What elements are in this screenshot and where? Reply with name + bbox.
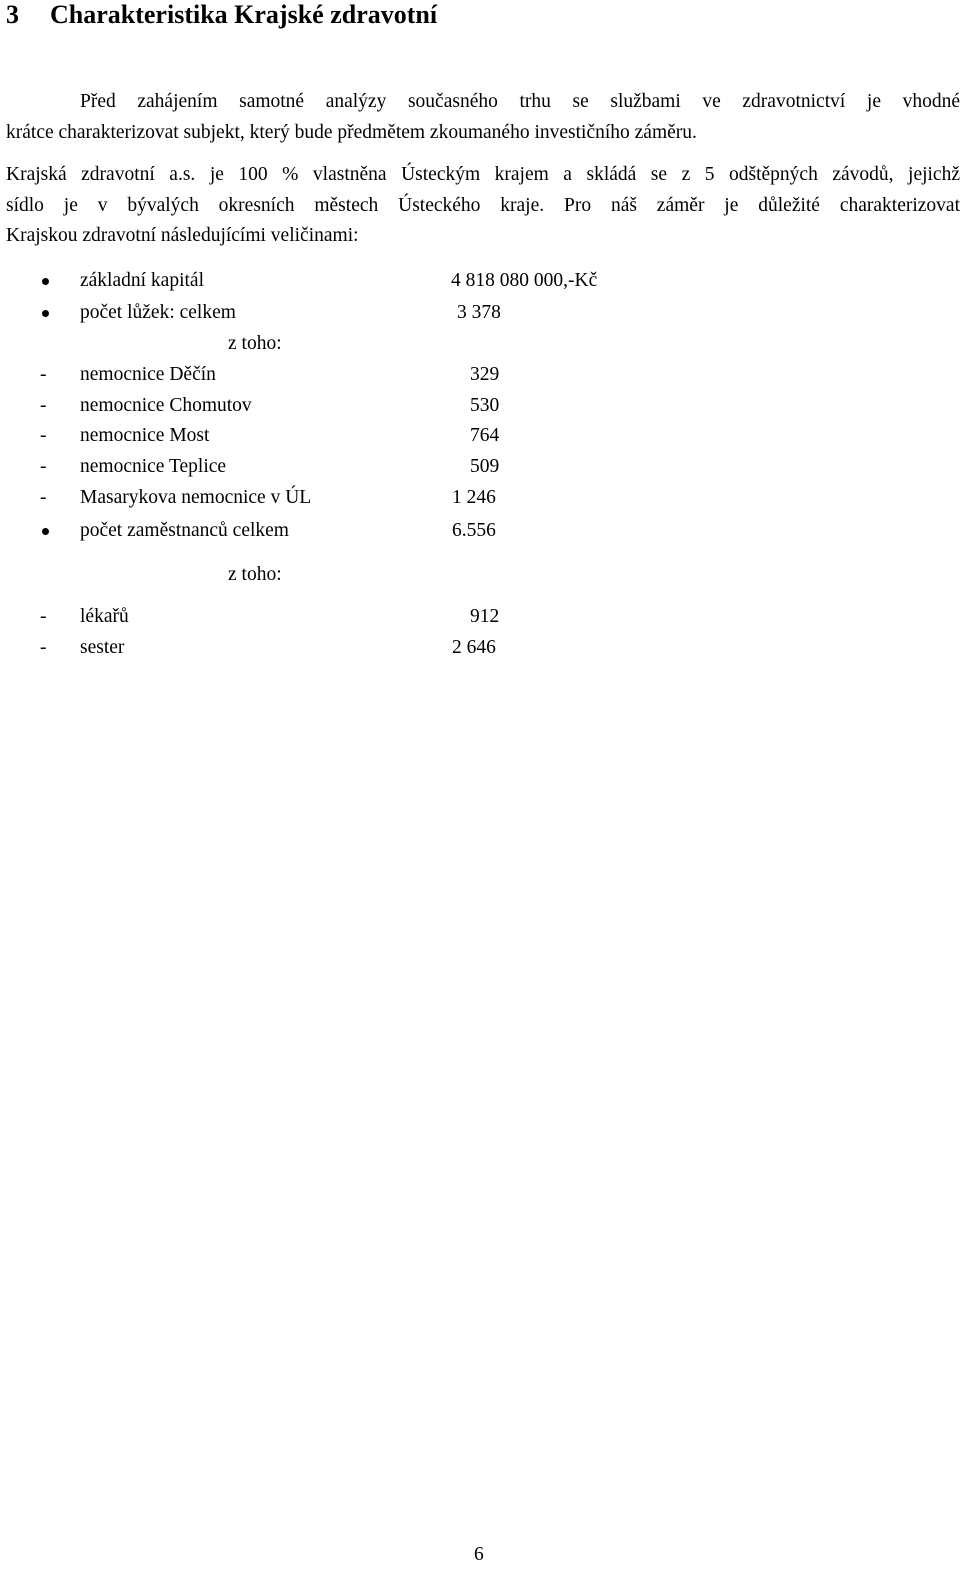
employees-value: 6.556 — [452, 520, 496, 541]
beds-value: 3 378 — [457, 302, 501, 323]
hospital-value: 509 — [470, 456, 500, 477]
list-item-employees — [0, 517, 960, 545]
list-item-beds — [0, 299, 960, 327]
staff-value: 912 — [470, 606, 500, 627]
dash-mark: - — [40, 425, 47, 446]
employees-sub-heading: z toho: — [228, 564, 282, 585]
dash-mark: - — [40, 637, 47, 658]
beds-label: počet lůžek: celkem — [80, 302, 236, 323]
intro-paragraph — [6, 87, 960, 148]
dash-mark: - — [40, 364, 47, 385]
hospital-label: nemocnice Děčín — [80, 364, 216, 385]
dash-mark: - — [40, 487, 47, 508]
company-line-2: sídlo je v bývalých okresních městech Ústeckého kraje. Pro náš záměr je důležité charakterizovat — [6, 194, 960, 216]
capital-label: základní kapitál — [80, 270, 204, 291]
list-item-hospital — [0, 361, 960, 389]
staff-value: 2 646 — [452, 637, 496, 658]
list-item-hospital — [0, 392, 960, 420]
list-item-hospital — [0, 484, 960, 512]
dash-mark: - — [40, 456, 47, 477]
hospital-value: 329 — [470, 364, 500, 385]
hospital-label: nemocnice Teplice — [80, 456, 227, 477]
hospital-label: nemocnice Chomutov — [80, 395, 252, 416]
section-title: Charakteristika Krajské zdravotní — [50, 0, 438, 29]
list-item-capital — [0, 267, 960, 295]
hospital-value: 530 — [470, 395, 500, 416]
bullet-icon — [42, 278, 49, 285]
list-item-hospital — [0, 422, 960, 450]
staff-label: sester — [80, 637, 125, 658]
staff-label: lékařů — [80, 606, 129, 627]
capital-value: 4 818 080 000,-Kč — [451, 270, 598, 291]
company-line-3: Krajskou zdravotní následujícími veličinami: — [6, 225, 359, 246]
list-item-hospital — [0, 453, 960, 481]
bullet-icon — [42, 528, 49, 535]
company-paragraph — [6, 160, 960, 252]
page-number: 6 — [474, 1544, 484, 1565]
list-item-staff — [0, 603, 960, 631]
hospital-value: 1 246 — [452, 487, 496, 508]
hospital-label: Masarykova nemocnice v ÚL — [80, 487, 312, 508]
hospital-label: nemocnice Most — [80, 425, 210, 446]
company-line-1: Krajská zdravotní a.s. je 100 % vlastněna Ústeckým krajem a skládá se z 5 odštěpných závodů, jejichž — [6, 164, 960, 185]
dash-mark: - — [40, 395, 47, 416]
dash-mark: - — [40, 606, 47, 627]
list-item-staff — [0, 634, 960, 662]
hospital-value: 764 — [470, 425, 500, 446]
intro-line-2: krátce charakterizovat subjekt, který bude předmětem zkoumaného investičního záměru. — [6, 121, 697, 143]
employees-label: počet zaměstnanců celkem — [80, 520, 289, 541]
bullet-icon — [42, 310, 49, 317]
section-number: 3 — [6, 0, 19, 29]
beds-sub-heading: z toho: — [228, 333, 282, 354]
section-heading — [6, 0, 437, 32]
intro-line-1: Před zahájením samotné analýzy současného trhu se službami ve zdravotnictví je vhodné — [80, 91, 960, 112]
